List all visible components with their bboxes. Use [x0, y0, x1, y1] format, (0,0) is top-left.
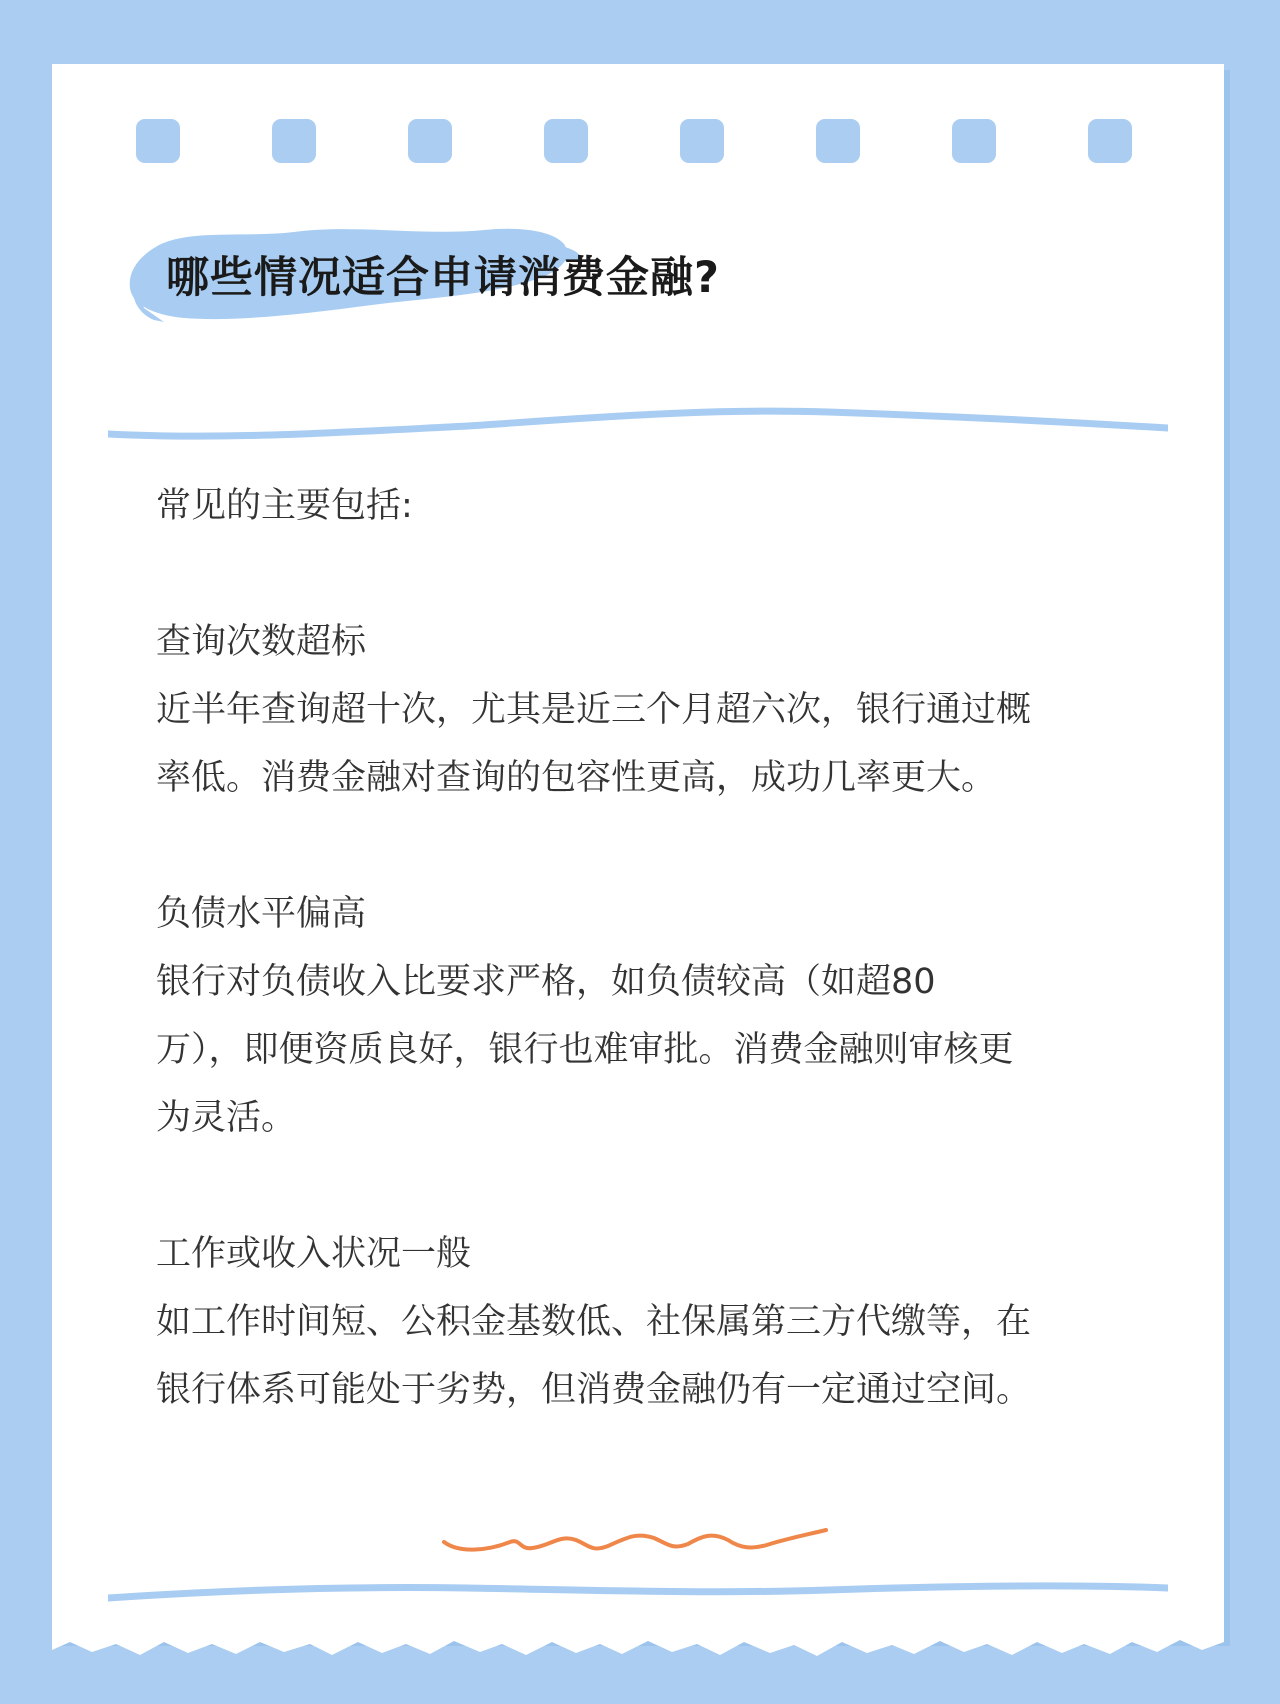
section-heading: 工作或收入状况一般	[156, 1234, 472, 1274]
binder-holes	[136, 119, 1132, 163]
binder-hole	[408, 119, 452, 163]
binder-hole	[952, 119, 996, 163]
section-line: 银行体系可能处于劣势，但消费金融仍有一定通过空间。	[156, 1370, 1032, 1410]
orange-squiggle-decoration	[440, 1520, 830, 1560]
binder-hole	[544, 119, 588, 163]
binder-hole	[272, 119, 316, 163]
section-query-count	[156, 608, 1116, 812]
page-title: 哪些情况适合申请消费金融?	[166, 253, 720, 303]
section-line: 万），即便资质良好，银行也难审批。消费金融则审核更	[156, 1030, 1014, 1070]
section-heading: 查询次数超标	[156, 622, 367, 662]
binder-hole	[1088, 119, 1132, 163]
section-line: 率低。消费金融对查询的包容性更高，成功几率更大。	[156, 758, 997, 798]
section-line: 如工作时间短、公积金基数低、社保属第三方代缴等，在	[156, 1302, 1032, 1342]
section-debt-level	[156, 880, 1116, 1152]
binder-hole	[136, 119, 180, 163]
binder-hole	[816, 119, 860, 163]
section-line: 近半年查询超十次，尤其是近三个月超六次，银行通过概	[156, 690, 1032, 730]
section-line: 为灵活。	[156, 1098, 297, 1138]
divider-wave-top	[108, 400, 1168, 440]
binder-hole	[680, 119, 724, 163]
section-work-income	[156, 1220, 1116, 1424]
divider-wave-bottom	[108, 1574, 1168, 1614]
section-line: 银行对负债收入比要求严格，如负债较高（如超80	[156, 962, 936, 1002]
section-heading: 负债水平偏高	[156, 894, 367, 934]
content-body	[156, 472, 1116, 1424]
intro-text: 常见的主要包括:	[156, 486, 413, 526]
torn-paper-edge	[52, 1620, 1224, 1660]
